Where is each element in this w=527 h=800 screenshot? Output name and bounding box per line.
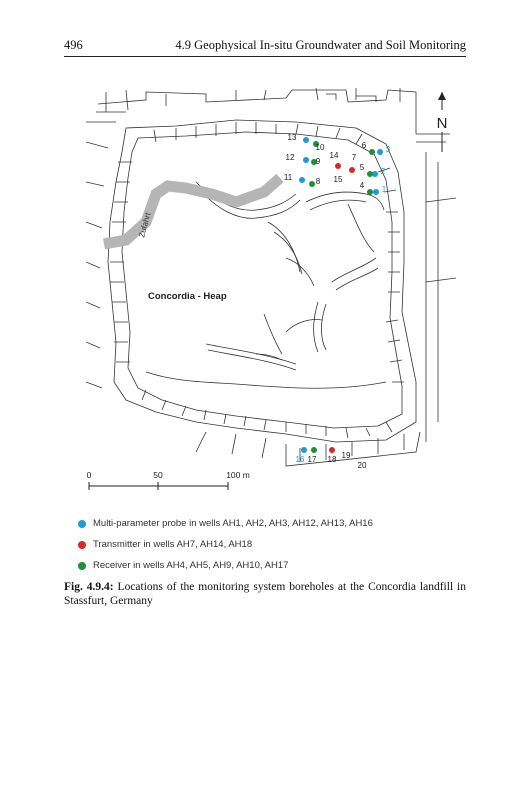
legend-text-probe: Multi-parameter probe in wells AH1, AH2, AH3, AH12, AH13, AH16 [93, 518, 373, 529]
well-label-6: 6 [361, 141, 367, 150]
well-marker-17 [311, 447, 317, 453]
well-label-14: 14 [329, 151, 339, 160]
legend-dot-transmitter [78, 541, 86, 549]
well-label-7: 7 [351, 153, 357, 162]
well-label-19: 19 [341, 451, 351, 460]
well-label-10: 10 [315, 143, 325, 152]
legend-text-receiver: Receiver in wells AH4, AH5, AH9, AH10, AH17 [93, 560, 289, 571]
well-marker-13 [303, 137, 309, 143]
legend-dot-receiver [78, 562, 86, 570]
page-number: 496 [64, 38, 83, 52]
well-label-12: 12 [285, 153, 295, 162]
figure-legend [76, 517, 496, 580]
well-label-15: 15 [333, 175, 343, 184]
well-label-11: 11 [283, 173, 293, 182]
well-marker-16 [301, 447, 307, 453]
well-marker-18 [329, 447, 335, 453]
site-map-figure [86, 82, 456, 492]
site-map [86, 82, 456, 492]
caption-label: Fig. 4.9.4: [64, 581, 114, 593]
access-road [104, 178, 280, 244]
well-marker-14 [335, 163, 341, 169]
well-marker-4 [367, 189, 373, 195]
well-label-20: 20 [357, 461, 367, 470]
caption-text: Locations of the monitoring system boreholes at the Concordia landfill in Stassfurt, Germany [64, 581, 466, 607]
site-label: Concordia - Heap [148, 291, 227, 302]
well-label-1: 1 [381, 185, 387, 194]
well-marker-12 [303, 157, 309, 163]
north-label: N [436, 115, 448, 132]
well-label-5: 5 [359, 163, 365, 172]
well-marker-11 [299, 177, 305, 183]
legend-item-probe [76, 517, 496, 531]
well-label-17: 17 [307, 455, 317, 464]
wells-layer [284, 133, 391, 470]
well-marker-7 [349, 167, 355, 173]
north-arrow [436, 92, 448, 152]
well-label-9: 9 [315, 157, 321, 166]
road-label: Zufahrt [137, 211, 153, 239]
scale-label-0: 0 [86, 470, 92, 480]
well-label-3: 3 [385, 145, 391, 154]
well-label-13: 13 [287, 133, 297, 142]
well-label-8: 8 [315, 177, 321, 186]
scale-label-50: 50 [153, 470, 163, 480]
legend-text-transmitter: Transmitter in wells AH7, AH14, AH18 [93, 539, 253, 550]
well-marker-6 [369, 149, 375, 155]
well-label-18: 18 [327, 455, 337, 464]
running-title: 4.9 Geophysical In-situ Groundwater and Soil Monitoring [175, 38, 466, 52]
well-marker-5 [367, 171, 373, 177]
well-marker-1 [373, 189, 379, 195]
map-linework [86, 88, 456, 466]
legend-item-transmitter [76, 538, 496, 552]
figure-caption [64, 580, 466, 608]
well-label-2: 2 [380, 167, 386, 176]
scale-bar [87, 470, 250, 490]
well-marker-3 [377, 149, 383, 155]
legend-item-receiver [76, 559, 496, 573]
running-header [64, 38, 466, 56]
legend-dot-probe [78, 520, 86, 528]
header-rule [64, 56, 466, 57]
well-label-16: 16 [295, 455, 305, 464]
scale-label-100: 100 m [226, 470, 250, 480]
well-marker-8 [309, 181, 315, 187]
well-label-4: 4 [359, 181, 365, 190]
